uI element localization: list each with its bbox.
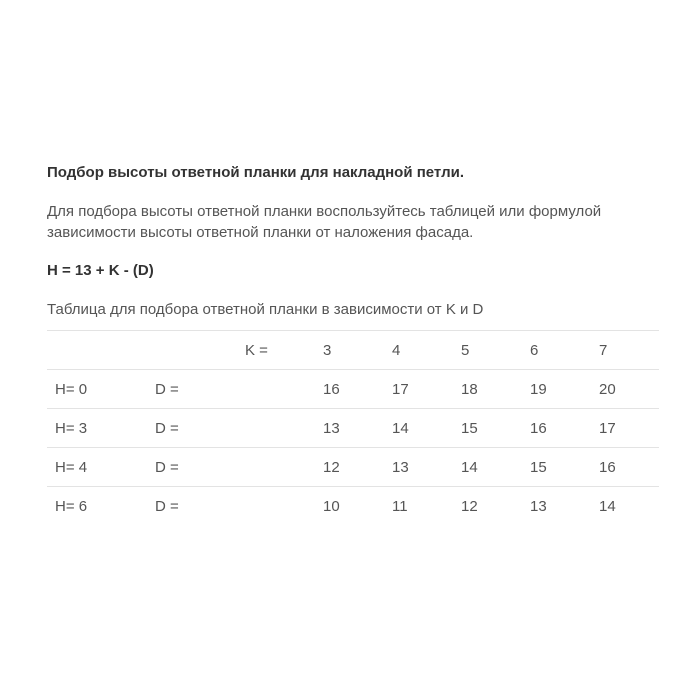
table-row	[47, 370, 659, 409]
h-label: H= 6	[47, 487, 147, 526]
d-value: 17	[384, 370, 453, 409]
d-value: 13	[384, 448, 453, 487]
k-value: 6	[522, 331, 591, 370]
d-value: 16	[591, 448, 659, 487]
k-value: 4	[384, 331, 453, 370]
h-label: H= 3	[47, 409, 147, 448]
h-label: H= 0	[47, 370, 147, 409]
d-value: 14	[591, 487, 659, 526]
d-label: D =	[147, 370, 237, 409]
d-value: 15	[522, 448, 591, 487]
section-heading: Подбор высоты ответной планки для накладной петли.	[47, 164, 464, 181]
k-value: 5	[453, 331, 522, 370]
d-label: D =	[147, 409, 237, 448]
d-value: 11	[384, 487, 453, 526]
d-value: 12	[453, 487, 522, 526]
d-value: 14	[384, 409, 453, 448]
empty-cell	[147, 331, 237, 370]
table-row	[47, 448, 659, 487]
article-content	[47, 162, 659, 525]
formula-text: H = 13 + K - (D)	[47, 262, 154, 279]
intro-paragraph: Для подбора высоты ответной планки воспользуйтесь таблицей или формулой зависимости высоты ответной планки от наложения фасада.	[47, 203, 602, 241]
empty-cell	[237, 370, 315, 409]
table-header-row	[47, 331, 659, 370]
d-value: 20	[591, 370, 659, 409]
lookup-table	[47, 330, 659, 525]
d-value: 16	[315, 370, 384, 409]
d-label: D =	[147, 487, 237, 526]
d-value: 15	[453, 409, 522, 448]
h-label: H= 4	[47, 448, 147, 487]
d-value: 19	[522, 370, 591, 409]
d-value: 17	[591, 409, 659, 448]
d-value: 18	[453, 370, 522, 409]
d-value: 13	[522, 487, 591, 526]
table-row	[47, 409, 659, 448]
d-value: 13	[315, 409, 384, 448]
d-label: D =	[147, 448, 237, 487]
d-value: 10	[315, 487, 384, 526]
k-value: 7	[591, 331, 659, 370]
k-label: K =	[237, 331, 315, 370]
d-value: 12	[315, 448, 384, 487]
empty-cell	[237, 448, 315, 487]
empty-cell	[237, 487, 315, 526]
empty-cell	[47, 331, 147, 370]
table-caption: Таблица для подбора ответной планки в зависимости от K и D	[47, 301, 484, 318]
d-value: 16	[522, 409, 591, 448]
d-value: 14	[453, 448, 522, 487]
table-row	[47, 487, 659, 526]
k-value: 3	[315, 331, 384, 370]
empty-cell	[237, 409, 315, 448]
